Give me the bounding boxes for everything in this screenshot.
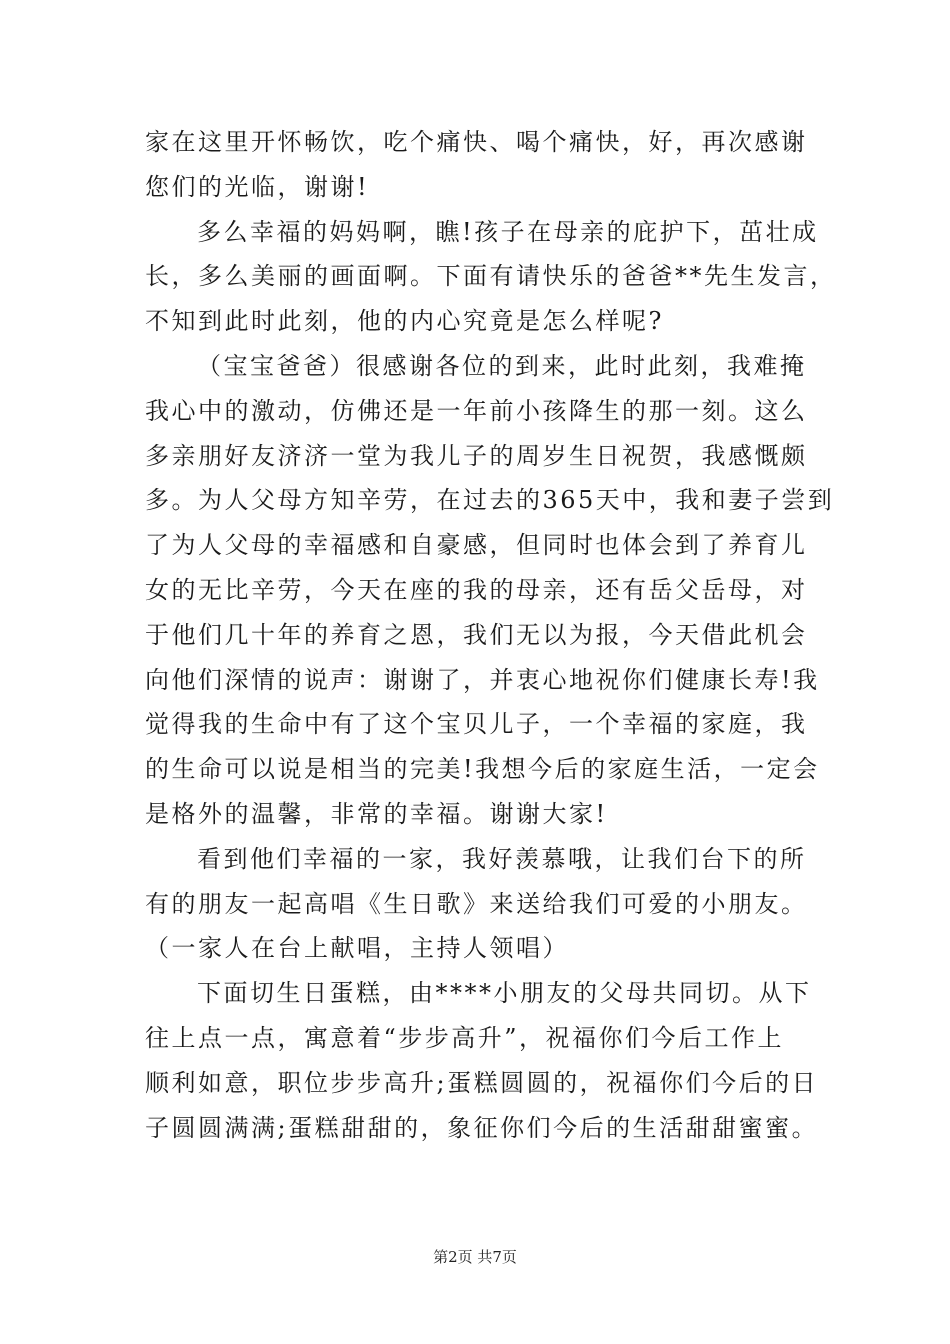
- text-line: 我心中的激动，仿佛还是一年前小孩降生的那一刻。这么: [145, 396, 808, 425]
- text-line: 向他们深情的说声：谢谢了，并衷心地祝你们健康长寿!我: [145, 665, 820, 694]
- document-body: [145, 120, 835, 1150]
- page-footer: [0, 1247, 950, 1267]
- text-line: 了为人父母的幸福感和自豪感，但同时也体会到了养育儿: [145, 531, 808, 560]
- text-line: 下面切生日蛋糕，由****小朋友的父母共同切。从下: [197, 979, 812, 1008]
- text-line: 多亲朋好友济济一堂为我儿子的周岁生日祝贺，我感慨颇: [145, 441, 808, 470]
- text-line: 于他们几十年的养育之恩，我们无以为报，今天借此机会: [145, 620, 808, 649]
- text-line: 往上点一点，寓意着“步步高升”，祝福你们今后工作上: [145, 1023, 785, 1052]
- text-line: 看到他们幸福的一家，我好羡慕哦，让我们台下的所: [197, 844, 807, 873]
- text-line: 是格外的温馨，非常的幸福。谢谢大家!: [145, 799, 608, 828]
- text-line: 您们的光临，谢谢!: [145, 172, 370, 201]
- text-line: 多么幸福的妈妈啊，瞧!孩子在母亲的庇护下，茁壮成: [197, 217, 819, 246]
- text-line: 觉得我的生命中有了这个宝贝儿子，一个幸福的家庭，我: [145, 710, 808, 739]
- text-line: 顺利如意，职位步步高升;蛋糕圆圆的，祝福你们今后的日: [145, 1068, 819, 1097]
- text-line: （一家人在台上献唱，主持人领唱）: [145, 934, 569, 963]
- text-line: 长，多么美丽的画面啊。下面有请快乐的爸爸**先生发言，: [145, 262, 837, 291]
- text-line: 子圆圆满满;蛋糕甜甜的，象征你们今后的生活甜甜蜜蜜。: [145, 1113, 819, 1142]
- page-number-label: 第2页 共7页: [433, 1248, 517, 1266]
- text-line: 不知到此时此刻，他的内心究竟是怎么样呢?: [145, 307, 664, 336]
- text-line: 女的无比辛劳，今天在座的我的母亲，还有岳父岳母，对: [145, 575, 808, 604]
- text-line: （宝宝爸爸）很感谢各位的到来，此时此刻，我难掩: [197, 351, 807, 380]
- text-line: 家在这里开怀畅饮，吃个痛快、喝个痛快，好，再次感谢: [145, 128, 808, 156]
- text-line: 的生命可以说是相当的完美!我想今后的家庭生活，一定会: [145, 755, 820, 784]
- text-line: 多。为人父母方知辛劳，在过去的365天中，我和妻子尝到: [145, 486, 835, 515]
- text-line: 有的朋友一起高唱《生日歌》来送给我们可爱的小朋友。: [145, 889, 808, 918]
